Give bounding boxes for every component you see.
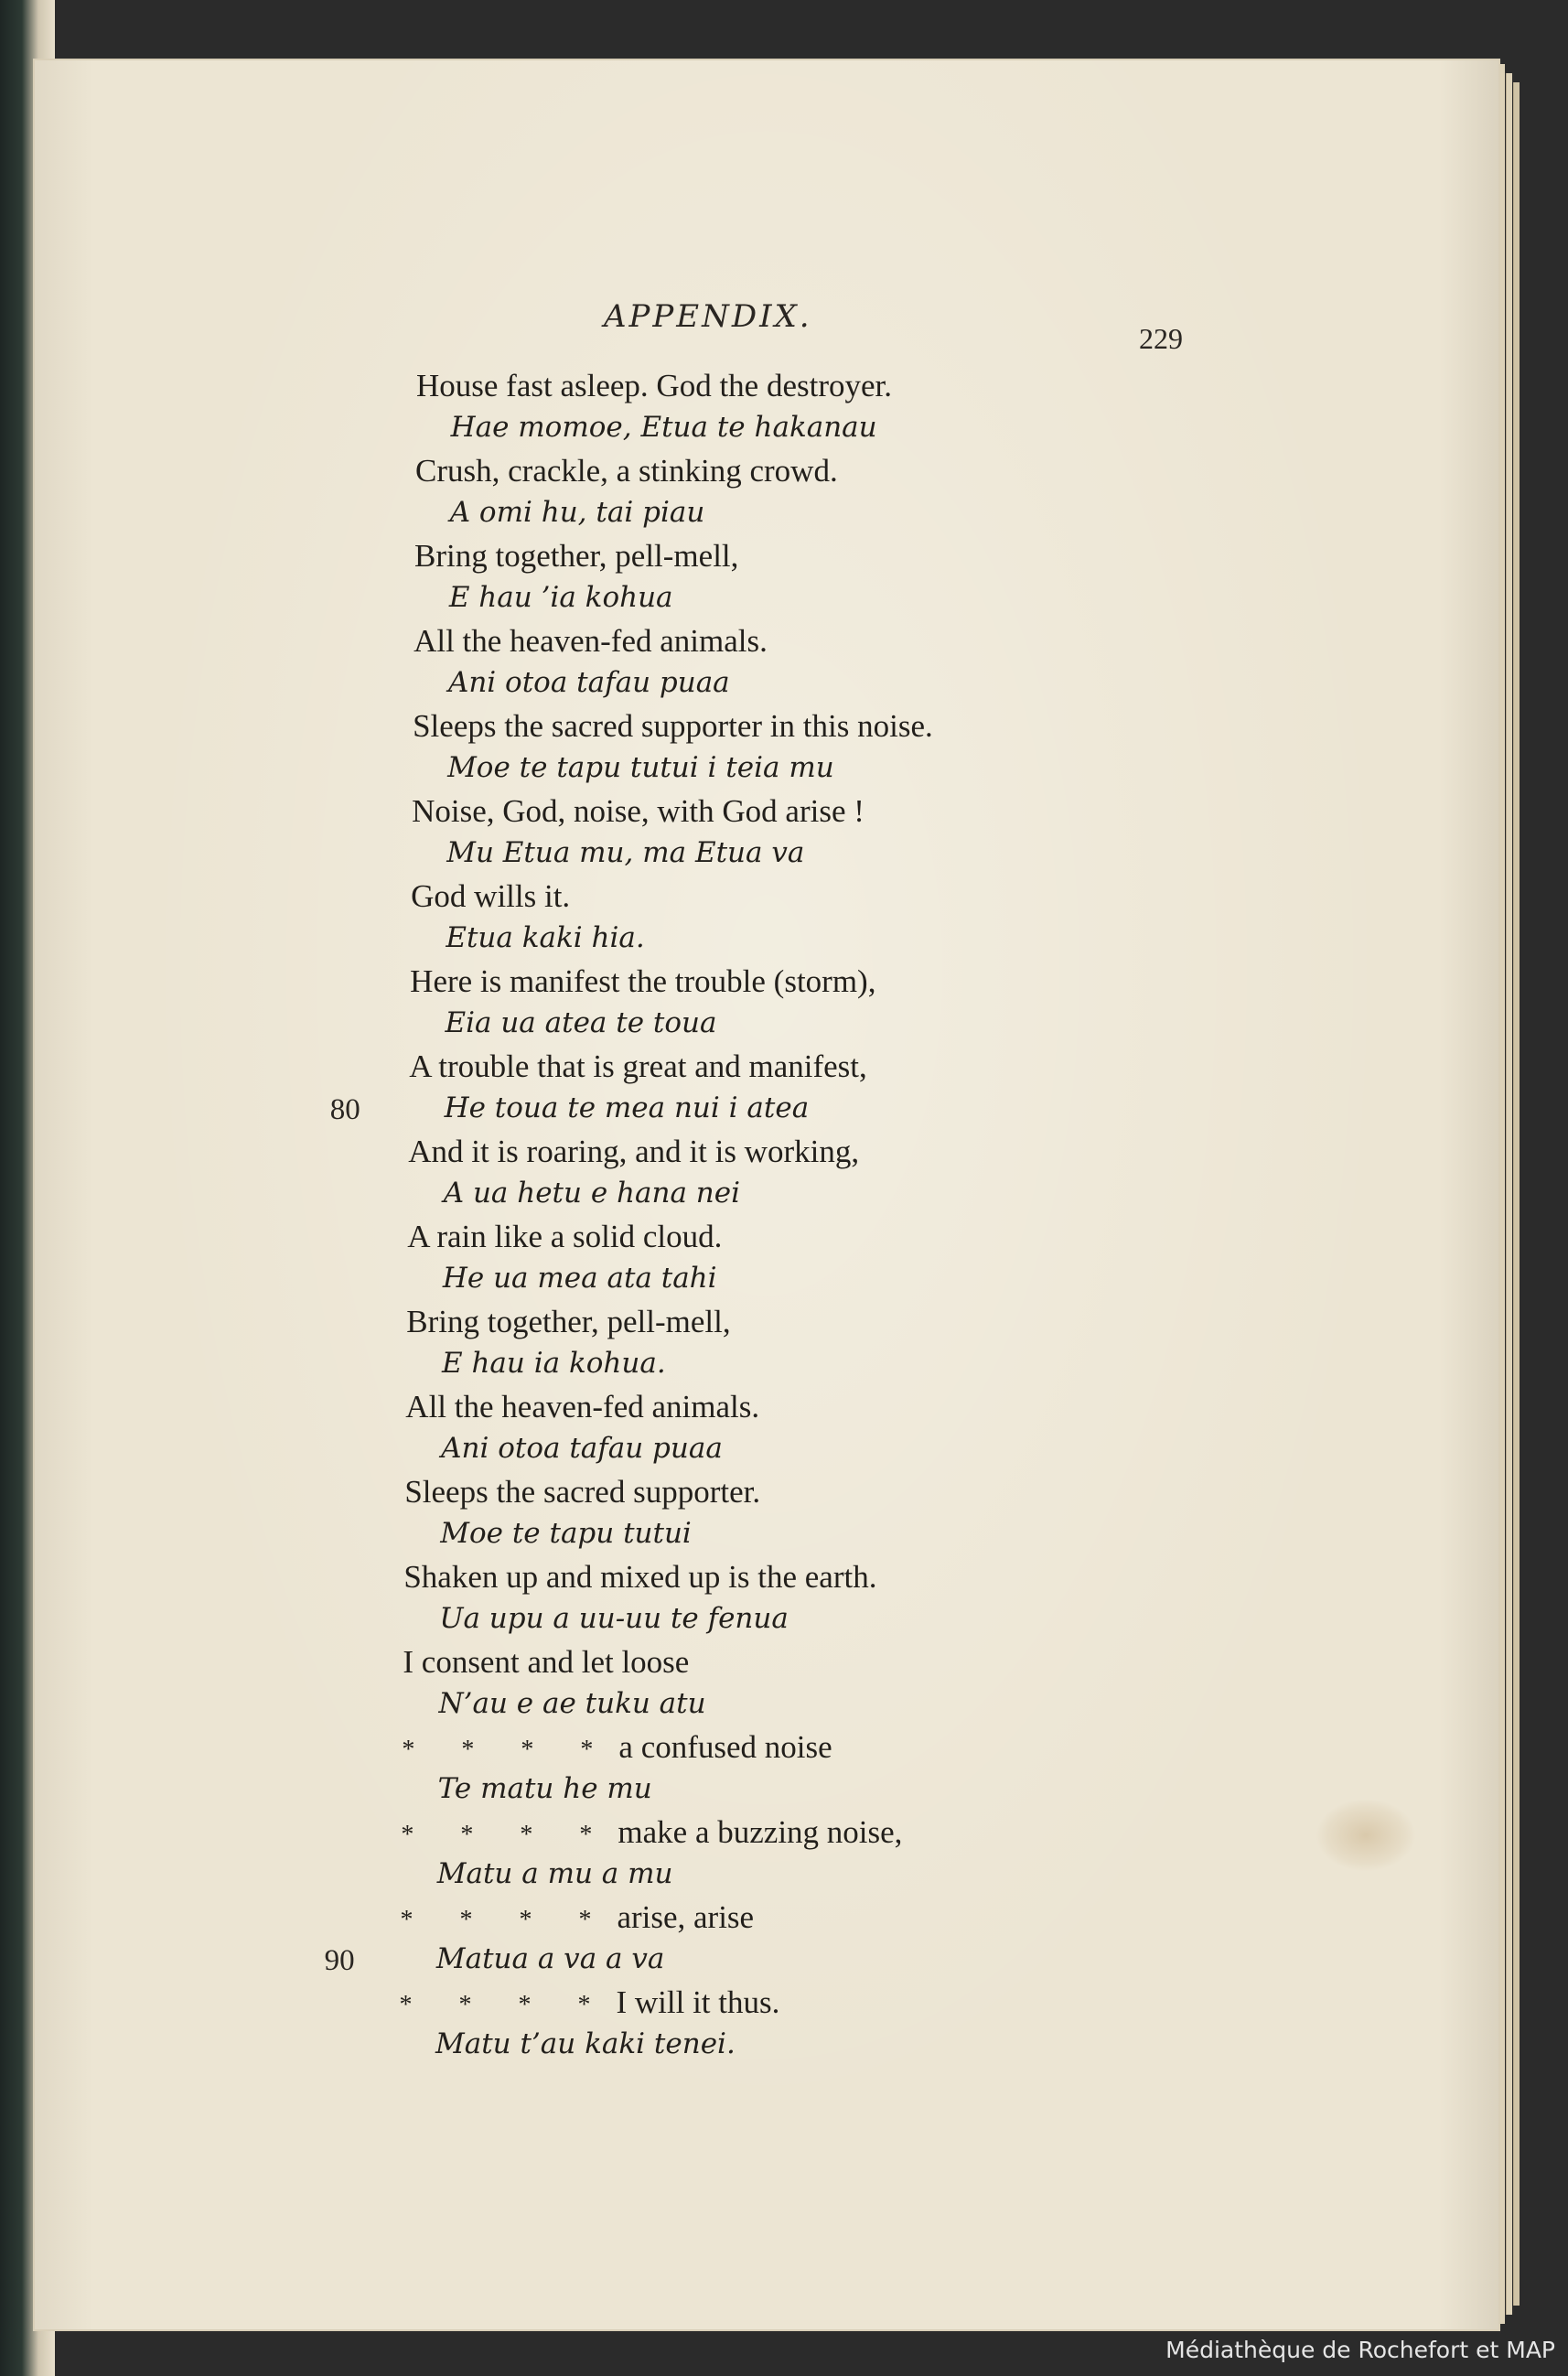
- page-edge: [1498, 64, 1505, 2324]
- marquesan-line: Etua kaki hia.: [446, 920, 645, 954]
- english-line: A rain like a solid cloud.: [407, 1219, 723, 1254]
- marquesan-line: Te matu he mu: [437, 1771, 652, 1805]
- paper-stain: [1316, 1799, 1416, 1872]
- english-line: [399, 1984, 779, 2021]
- english-line: All the heaven-fed animals.: [413, 623, 768, 659]
- english-line: [402, 1729, 832, 1766]
- page-edge: [1506, 73, 1512, 2315]
- line-text: I will it thus.: [616, 1984, 780, 2020]
- english-line: Sleeps the sacred supporter.: [404, 1474, 761, 1510]
- marquesan-line: Mu Etua mu, ma Etua va: [446, 835, 805, 869]
- marquesan-line: Ua upu a uu-uu te fenua: [439, 1601, 789, 1635]
- marquesan-line: Matu a mu a mu: [436, 1856, 673, 1890]
- english-line: Sleeps the sacred supporter in this noise.: [413, 708, 933, 744]
- marquesan-line: Moe te tapu tutui: [440, 1516, 692, 1550]
- line-text: make a buzzing noise,: [618, 1814, 903, 1850]
- english-line: [401, 1814, 902, 1851]
- page-edge: [1513, 82, 1520, 2306]
- line-text: a confused noise: [618, 1729, 832, 1765]
- ellipsis-stars: * * * *: [399, 1991, 611, 2019]
- ellipsis-stars: * * * *: [400, 1906, 612, 1934]
- english-line: A trouble that is great and manifest,: [409, 1048, 867, 1084]
- marquesan-line: He ua mea ata tahi: [442, 1261, 717, 1295]
- line-number: 90: [324, 1943, 355, 1977]
- english-line: God wills it.: [411, 878, 571, 914]
- running-header: APPENDIX.: [604, 298, 812, 335]
- scan-credit: Médiathèque de Rochefort et MAP: [1165, 2337, 1555, 2363]
- english-line: All the heaven-fed animals.: [405, 1389, 760, 1425]
- english-line: Bring together, pell-mell,: [406, 1304, 731, 1339]
- page-number: 229: [1139, 322, 1183, 355]
- line-number: 80: [329, 1092, 360, 1126]
- marquesan-line: N’au e ae tuku atu: [438, 1686, 706, 1720]
- marquesan-line: A omi hu, tai piau: [449, 495, 705, 529]
- english-line: I consent and let loose: [403, 1644, 690, 1680]
- marquesan-line: Hae momoe, Etua te hakanau: [450, 410, 877, 444]
- marquesan-line: E hau ia kohua.: [441, 1346, 666, 1380]
- english-line: House fast asleep. God the destroyer.: [416, 368, 892, 403]
- marquesan-line: Moe te tapu tutui i teia mu: [447, 750, 834, 784]
- line-text: arise, arise: [617, 1899, 755, 1935]
- english-line: Crush, crackle, a stinking crowd.: [415, 453, 838, 489]
- marquesan-line: Ani otoa tafau puaa: [441, 1431, 723, 1465]
- english-line: Shaken up and mixed up is the earth.: [403, 1559, 877, 1595]
- marquesan-line: A ua hetu e hana nei: [443, 1176, 741, 1210]
- english-line: Bring together, pell-mell,: [414, 538, 739, 574]
- english-line: Noise, God, noise, with God arise !: [412, 793, 865, 829]
- marquesan-line: Eia ua atea te toua: [445, 1005, 717, 1039]
- english-line: [400, 1899, 754, 1936]
- english-line: Here is manifest the trouble (storm),: [410, 963, 876, 999]
- marquesan-line: Matua a va a va: [435, 1941, 665, 1975]
- ellipsis-stars: * * * *: [401, 1821, 613, 1849]
- english-line: And it is roaring, and it is working,: [408, 1134, 860, 1169]
- marquesan-line: Ani otoa tafau puaa: [447, 665, 730, 699]
- marquesan-line: He toua te mea nui i atea: [444, 1091, 810, 1124]
- marquesan-line: Matu t’au kaki tenei.: [435, 2027, 736, 2060]
- ellipsis-stars: * * * *: [402, 1736, 614, 1764]
- marquesan-line: E hau ’ia kohua: [448, 580, 673, 614]
